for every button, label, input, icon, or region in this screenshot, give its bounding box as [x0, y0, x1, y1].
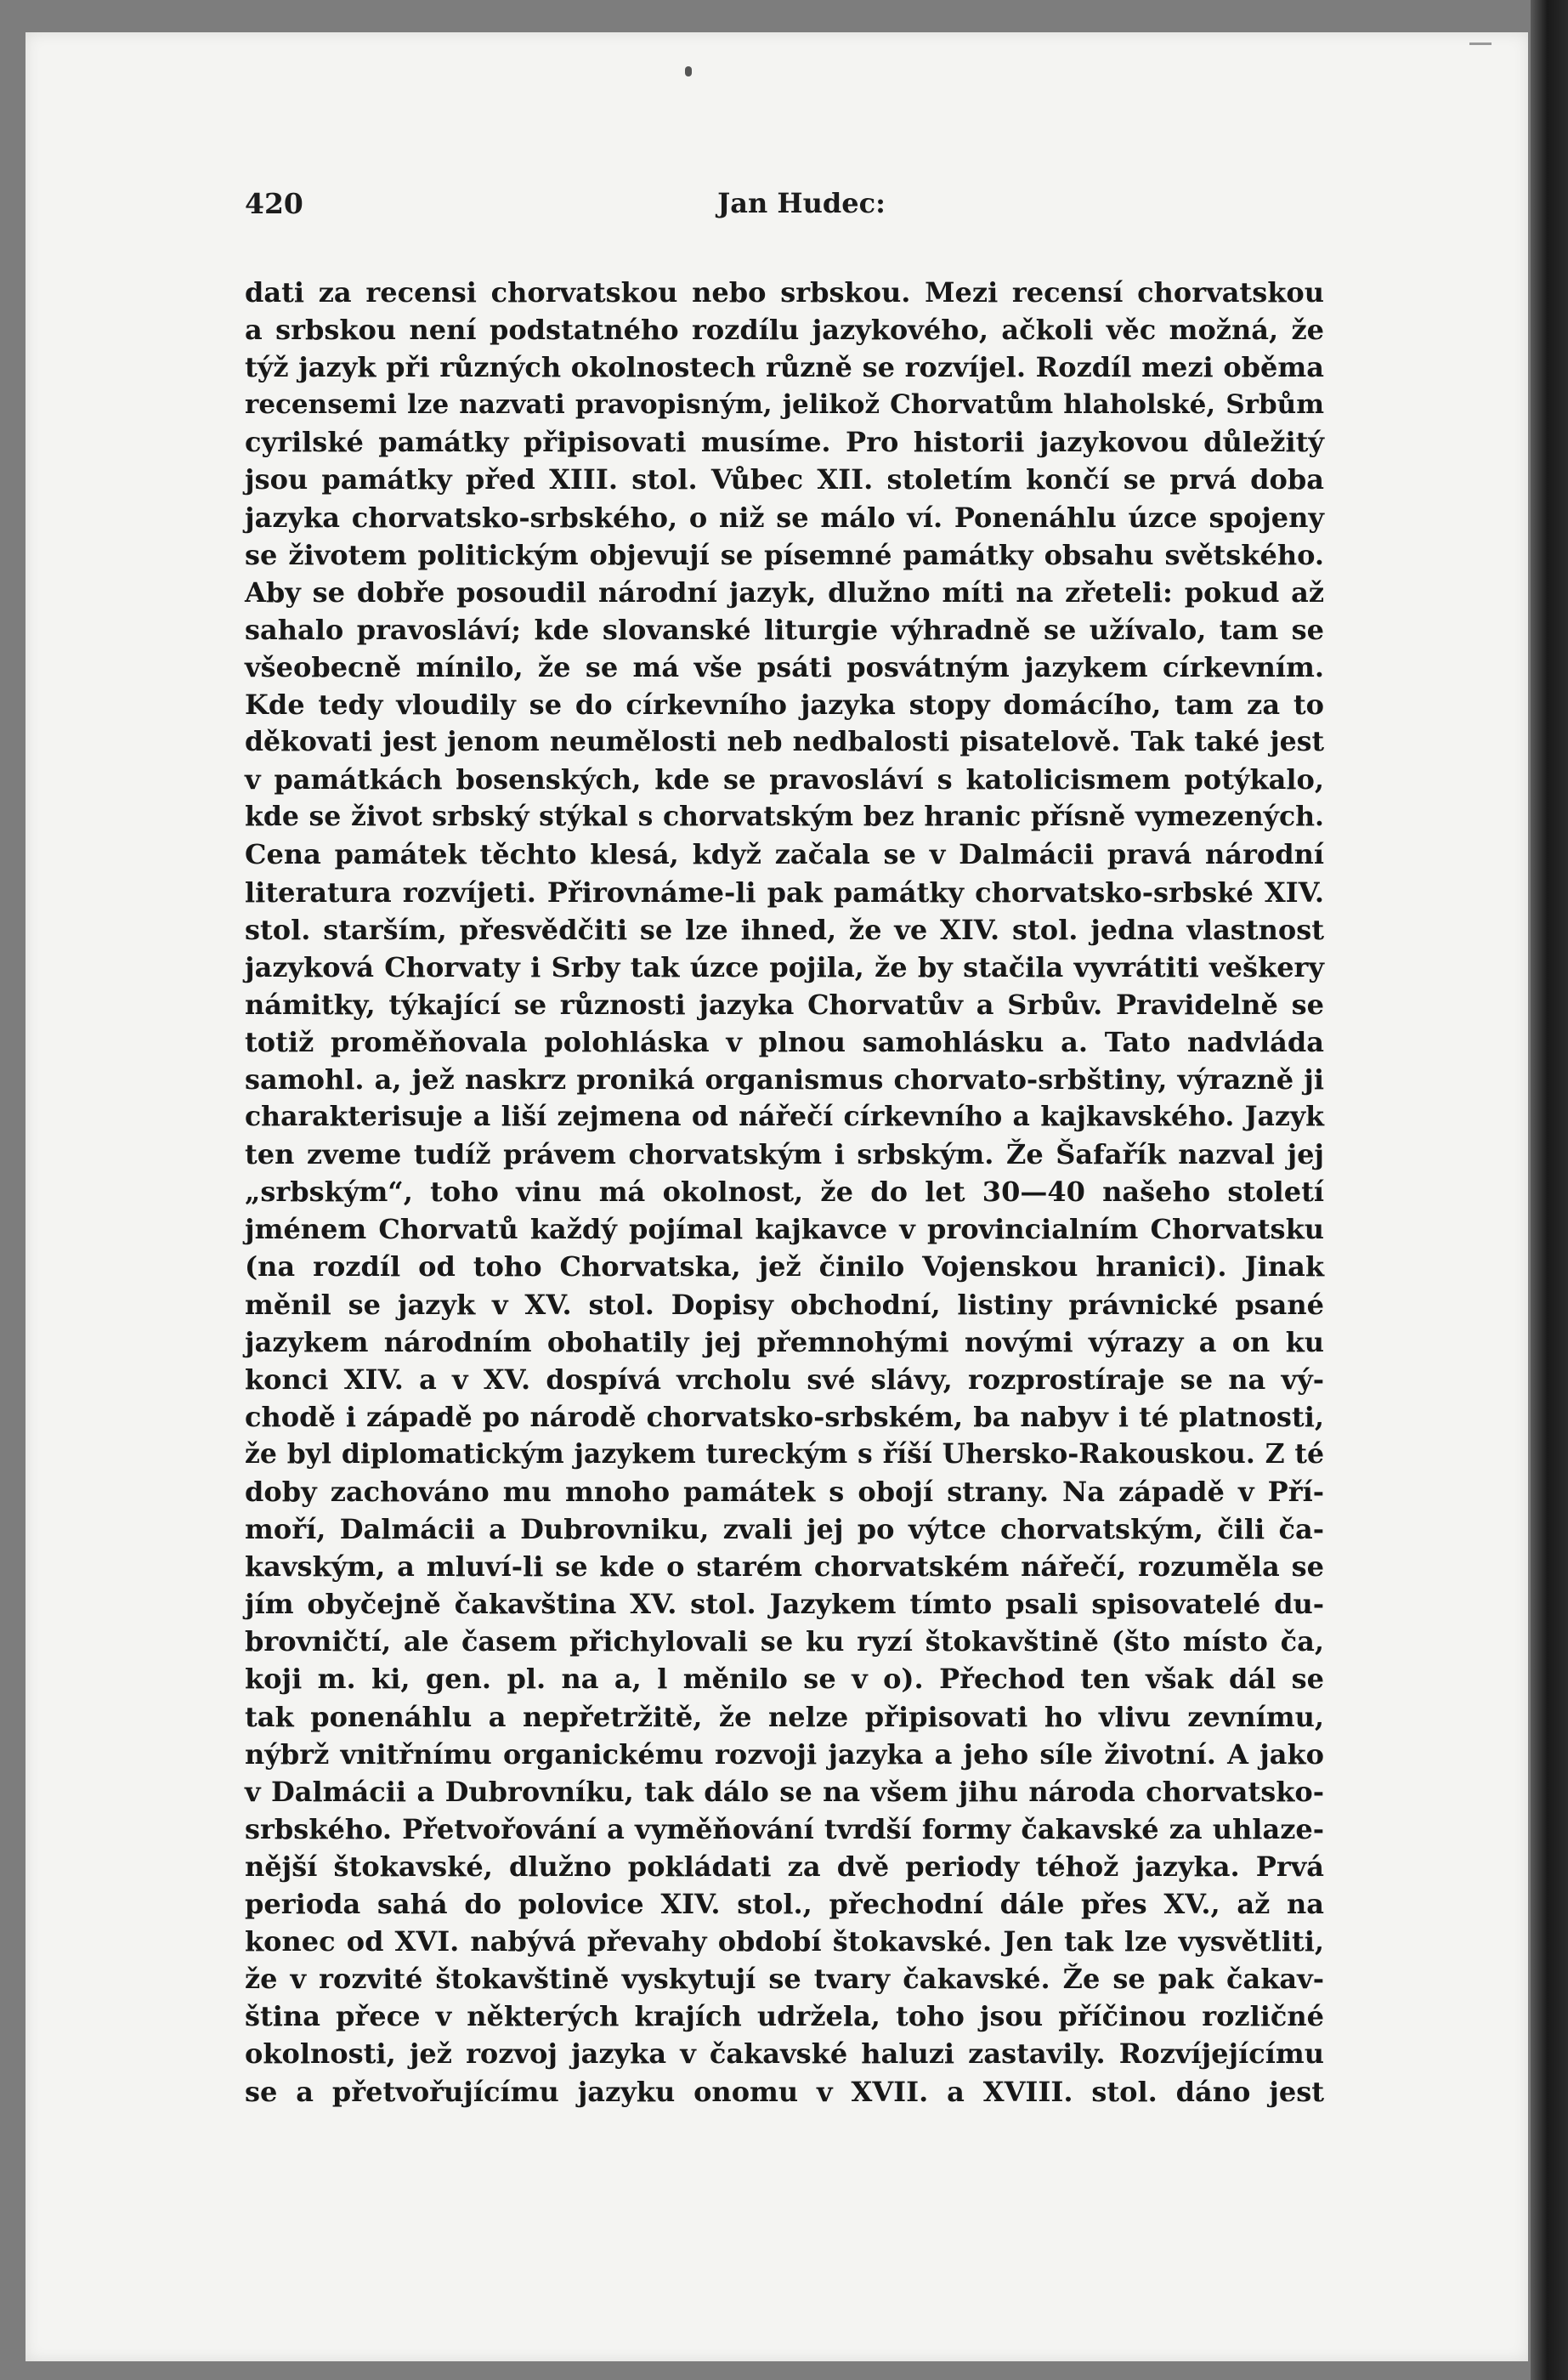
page-speck	[685, 66, 692, 76]
text-line: ten zveme tudíž právem chorvatským i srbským. Že Šafařík nazval jej	[245, 1138, 1324, 1171]
text-line: stol. starším, přesvědčiti se lze ihned, že ve XIV. stol. jedna vlastnost	[245, 913, 1324, 946]
text-line: konci XIV. a v XV. dospívá vrcholu své slávy, rozprostíraje se na vý-	[245, 1363, 1324, 1396]
text-line: Cena památek těchto klesá, když začala se v Dalmácii pravá národní	[245, 838, 1324, 871]
text-line: že v rozvité štokavštině vyskytují se tvary čakavské. Že se pak čakav-	[245, 1963, 1324, 1996]
text-line: sahalo pravosláví; kde slovanské liturgie výhradně se užívalo, tam se	[245, 613, 1324, 646]
text-line: charakterisuje a liší zejmena od nářečí církevního a kajkavského. Jazyk	[245, 1101, 1324, 1133]
text-line: jazyková Chorvaty i Srby tak úzce pojila, že by stačila vyvrátiti veškery	[245, 950, 1324, 983]
text-line: totiž proměňovala polohláska v plnou samohlásku a. Tato nadvláda	[245, 1025, 1324, 1058]
running-head: Jan Hudec:	[717, 187, 886, 219]
text-line: cyrilské památky připisovati musíme. Pro historii jazykovou důležitý	[245, 426, 1324, 459]
text-line: a srbskou není podstatného rozdílu jazykového, ačkoli věc možná, že	[245, 314, 1324, 347]
text-line: samohl. a, jež naskrz proniká organismus chorvato-srbštiny, výrazně ji	[245, 1062, 1324, 1096]
page-header	[245, 187, 1324, 230]
text-line: konec od XVI. nabývá převahy období štokavské. Jen tak lze vysvětliti,	[245, 1925, 1324, 1958]
text-line: recensemi lze nazvati pravopisným, jelikož Chorvatům hlaholské, Srbům	[245, 389, 1324, 421]
text-line: jsou památky před XIII. stol. Vůbec XII. stoletím končí se prvá doba	[245, 463, 1324, 496]
text-line: jím obyčejně čakavština XV. stol. Jazykem tímto psali spisovatelé du-	[245, 1588, 1324, 1621]
text-line: doby zachováno mu mnoho památek s obojí strany. Na západě v Pří-	[245, 1476, 1324, 1508]
text-line: Aby se dobře posoudil národní jazyk, dlužno míti na zřeteli: pokud až	[245, 575, 1324, 609]
text-line: moří, Dalmácii a Dubrovniku, zvali jej po výtce chorvatským, čili ča-	[245, 1513, 1324, 1546]
text-line: okolnosti, jež rozvoj jazyka v čakavské haluzi zastavily. Rozvíjejícímu	[245, 2037, 1324, 2071]
page-number: 420	[245, 187, 303, 220]
text-line: nýbrž vnitřnímu organickému rozvoji jazyka a jeho síle životní. A jako	[245, 1737, 1324, 1771]
text-line: se a přetvořujícímu jazyku onomu v XVII. a XVIII. stol. dáno jest	[245, 2075, 1324, 2108]
text-line: nější štokavské, dlužno pokládati za dvě periody téhož jazyka. Prvá	[245, 1850, 1324, 1883]
text-line: perioda sahá do polovice XIV. stol., přechodní dále přes XV., až na	[245, 1888, 1324, 1921]
body-text	[245, 274, 1324, 2111]
text-line: kavským, a mluví-li se kde o starém chorvatském nářečí, rozuměla se	[245, 1550, 1324, 1584]
text-line: literatura rozvíjeti. Přirovnáme-li pak památky chorvatsko-srbské XIV.	[245, 876, 1324, 909]
text-line: „srbským“, toho vinu má okolnost, že do let 30—40 našeho století	[245, 1176, 1324, 1209]
book-spine-shadow	[1531, 0, 1568, 2380]
text-line: námitky, týkající se různosti jazyka Chorvatův a Srbův. Pravidelně se	[245, 988, 1324, 1021]
page-scratch	[1469, 42, 1492, 45]
text-line: že byl diplomatickým jazykem tureckým s říší Uhersko-Rakouskou. Z té	[245, 1437, 1324, 1470]
text-line: v památkách bosenských, kde se pravosláví s katolicismem potýkalo,	[245, 763, 1324, 796]
text-line: ština přece v některých krajích udržela, toho jsou příčinou rozličné	[245, 2000, 1324, 2033]
text-line: děkovati jest jenom neumělosti neb nedbalosti pisatelově. Tak také jest	[245, 726, 1324, 758]
text-line: se životem politickým objevují se písemné památky obsahu světského.	[245, 538, 1324, 571]
text-line: tak ponenáhlu a nepřetržitě, že nelze připisovati ho vlivu zevnímu,	[245, 1700, 1324, 1733]
text-line: jazykem národním obohatily jej přemnohými novými výrazy a on ku	[245, 1325, 1324, 1358]
text-line: kde se život srbský stýkal s chorvatským bez hranic přísně vymezených.	[245, 801, 1324, 833]
text-line: týž jazyk při různých okolnostech různě se rozvíjel. Rozdíl mezi oběma	[245, 351, 1324, 384]
text-line: v Dalmácii a Dubrovníku, tak dálo se na všem jihu národa chorvatsko-	[245, 1775, 1324, 1808]
text-line: měnil se jazyk v XV. stol. Dopisy obchodní, listiny právnické psané	[245, 1288, 1324, 1321]
text-line: dati za recensi chorvatskou nebo srbskou. Mezi recensí chorvatskou	[245, 276, 1324, 309]
text-line: chodě i západě po národě chorvatsko-srbském, ba nabyv i té platnosti,	[245, 1400, 1324, 1433]
text-line: všeobecně mínilo, že se má vše psáti posvátným jazykem církevním.	[245, 650, 1324, 683]
text-line: srbského. Přetvořování a vyměňování tvrdší formy čakavské za uhlaze-	[245, 1812, 1324, 1845]
text-line: Kde tedy vloudily se do církevního jazyka stopy domácího, tam za to	[245, 688, 1324, 722]
text-line: (na rozdíl od toho Chorvatska, jež činilo Vojenskou hranici). Jinak	[245, 1250, 1324, 1284]
text-line: koji m. ki, gen. pl. na a, l měnilo se v o). Přechod ten však dál se	[245, 1663, 1324, 1696]
text-line: jazyka chorvatsko-srbského, o niž se málo ví. Ponenáhlu úzce spojeny	[245, 501, 1324, 534]
text-line: brovničtí, ale časem přichylovali se ku ryzí štokavštině (što místo ča,	[245, 1625, 1324, 1658]
text-line: jménem Chorvatů každý pojímal kajkavce v provincialním Chorvatsku	[245, 1213, 1324, 1246]
